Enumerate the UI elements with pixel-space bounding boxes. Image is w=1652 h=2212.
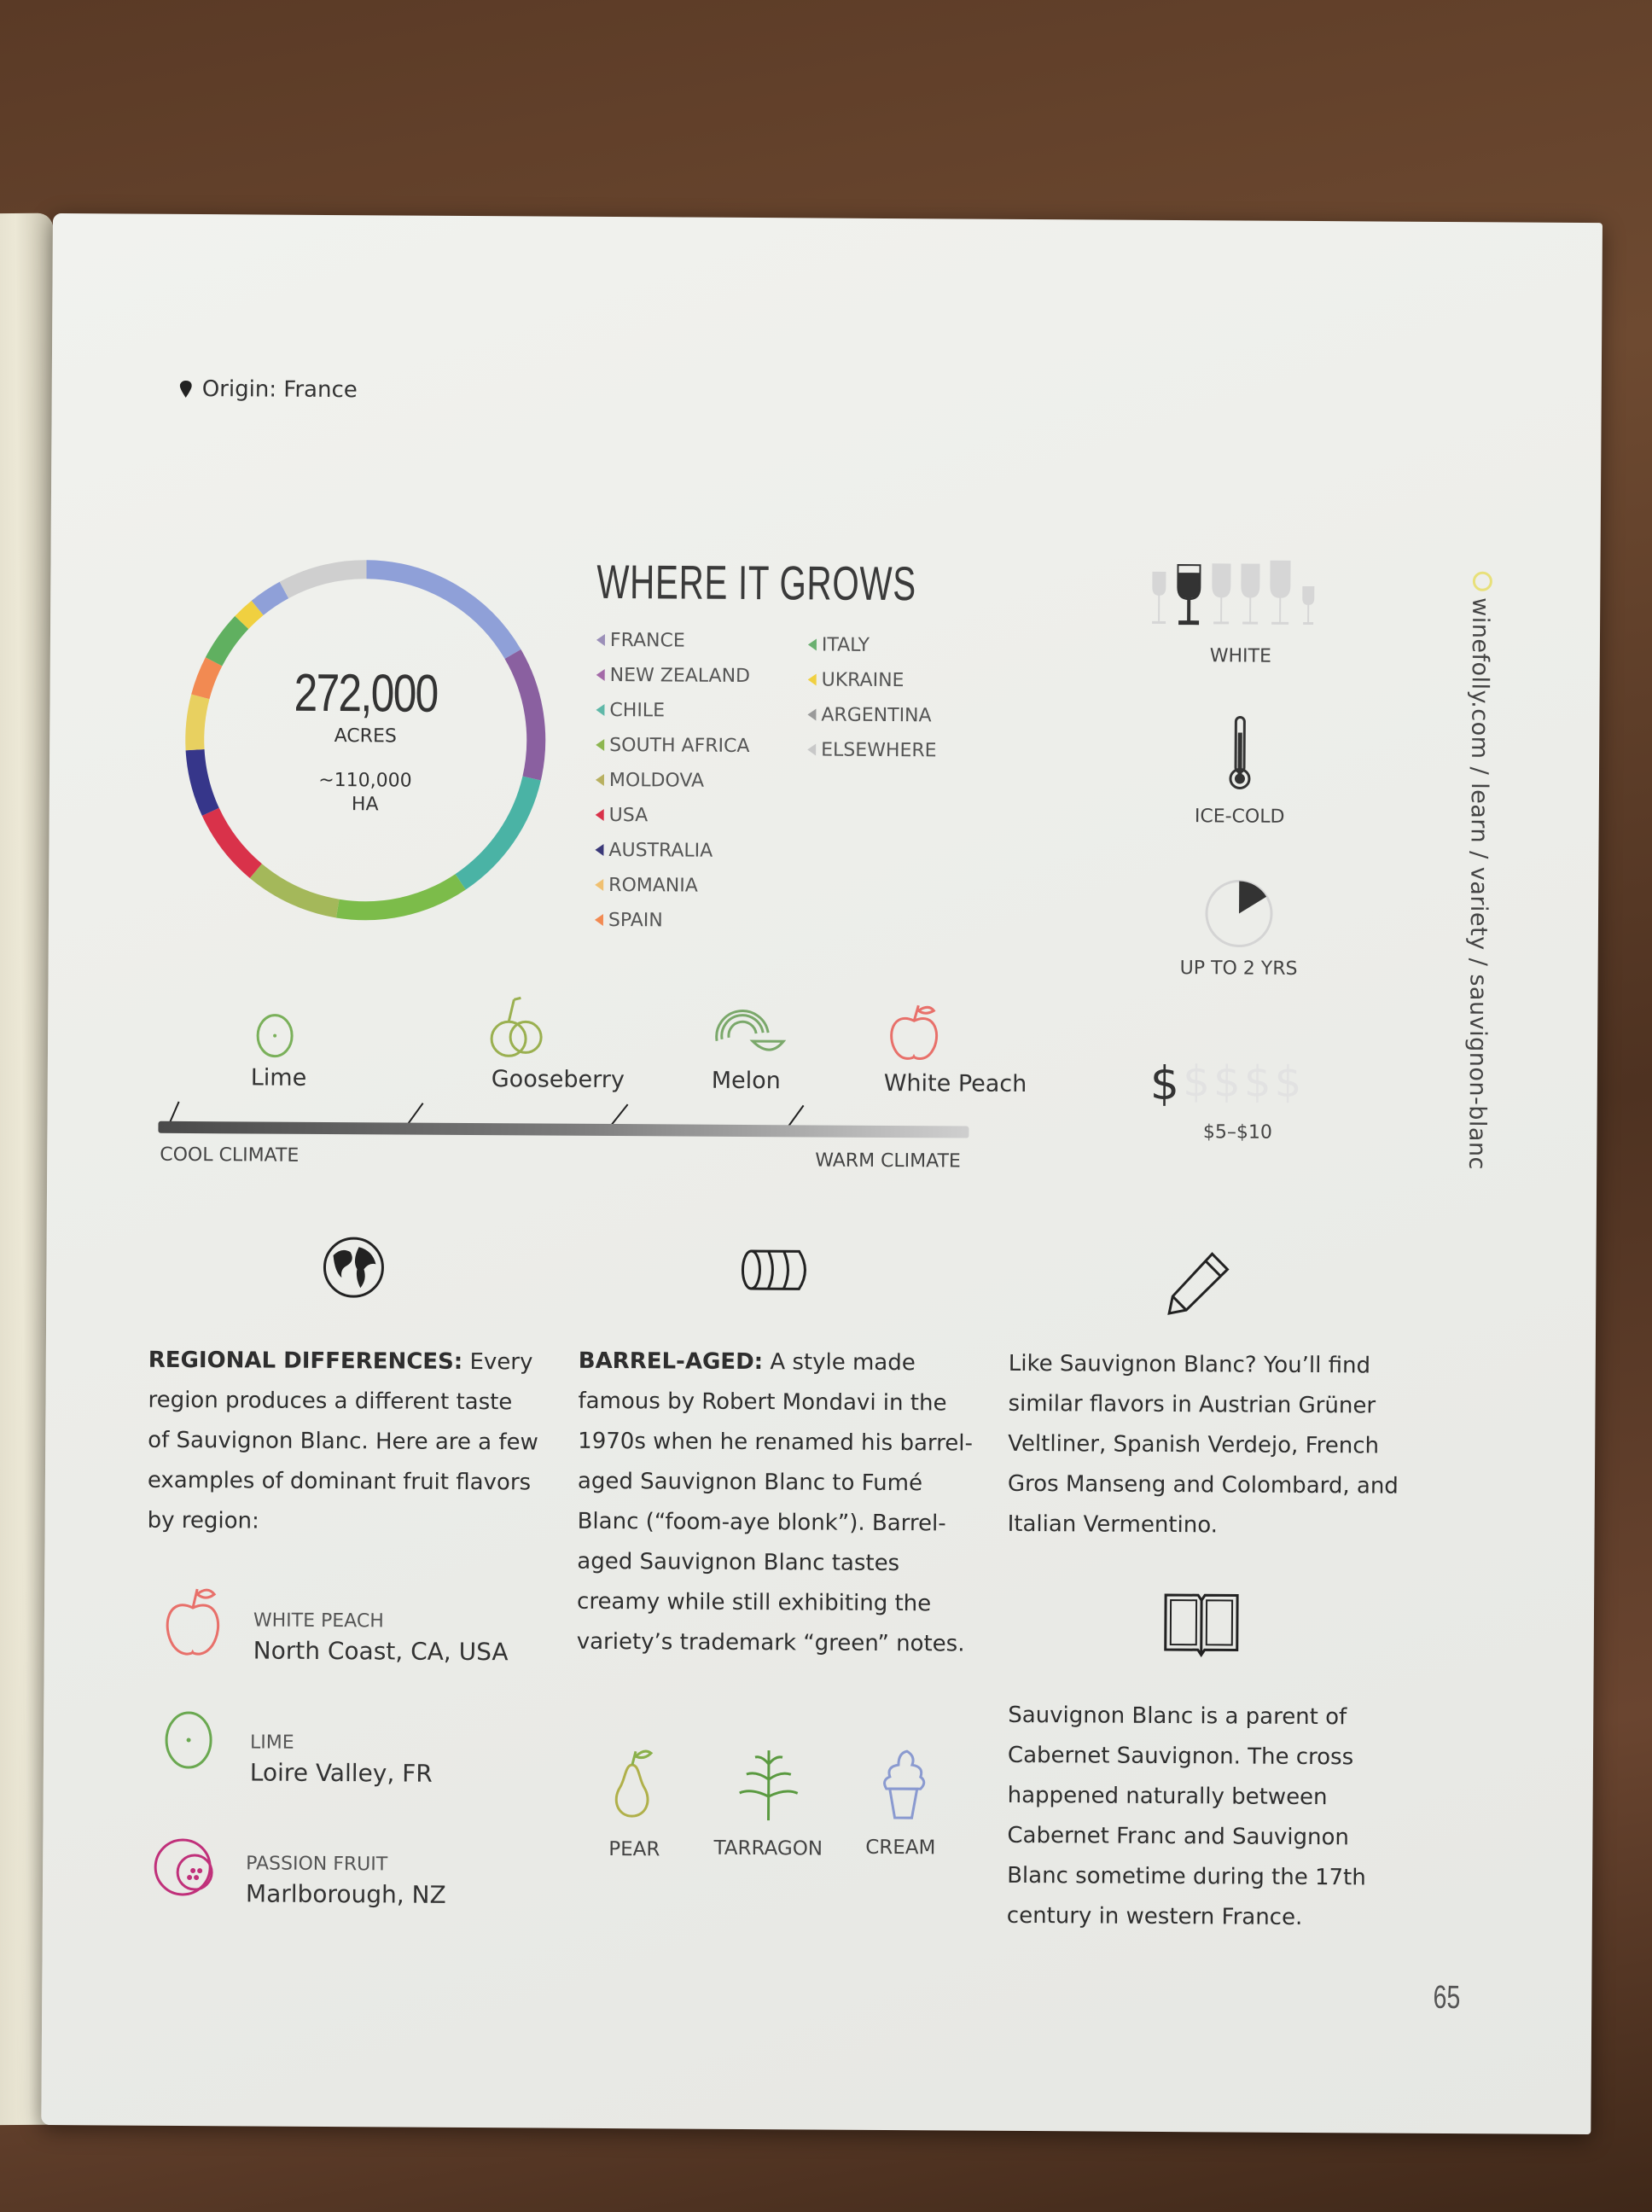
climate-fruit-melon: Melon: [711, 1067, 781, 1095]
country-marker-icon: [596, 704, 604, 716]
region-fruit-1: WHITE PEACH: [253, 1610, 384, 1633]
country-label: ROMANIA: [608, 874, 698, 897]
wine-glasses-icon: [1147, 553, 1335, 631]
regional-body: Every region produces a different taste of Sauvignon Blanc. Here are a few examples of dominant fruit flavors by region:: [147, 1348, 538, 1534]
globe-icon: [321, 1235, 386, 1300]
barrel-note-pear: PEAR: [608, 1838, 660, 1861]
hectares-value: ~110,000: [318, 769, 412, 792]
pencil-icon: [1164, 1249, 1232, 1317]
country-spain: [595, 908, 749, 933]
aging-label: UP TO 2 YRS: [1179, 958, 1298, 980]
price-dollar-empty: $: [1243, 1057, 1271, 1107]
similar-wines-text: Like Sauvignon Blanc? You’ll find similar flavors in Austrian Grüner Veltliner, Spanish Verdejo, French Gros Manseng and Colombard, and Italian Vermentino.: [1007, 1350, 1399, 1539]
glass-type-label: WHITE: [1209, 645, 1271, 667]
melon-icon: [710, 1007, 787, 1063]
country-label: MOLDOVA: [608, 769, 705, 792]
aging-clock-icon: [1203, 877, 1276, 950]
country-argentina: [807, 702, 937, 727]
where-it-grows-title: WHERE IT GROWS: [596, 554, 917, 611]
hectares-unit: HA: [351, 794, 379, 816]
country-label: NEW ZEALAND: [609, 664, 751, 687]
region-item-1: [253, 1610, 509, 1666]
origin-line: [180, 376, 358, 403]
price-range-label: $5–$10: [1202, 1121, 1273, 1144]
country-marker-icon: [595, 879, 603, 891]
regional-differences-text: [147, 1341, 540, 1544]
ice-cream-icon: [877, 1746, 929, 1823]
country-south-africa: [596, 733, 750, 758]
gooseberry-icon: [483, 994, 551, 1062]
country-marker-icon: [807, 743, 816, 755]
country-usa: [596, 803, 750, 828]
country-france: [596, 628, 751, 653]
region-item-2: [250, 1732, 433, 1787]
country-list-2: [807, 632, 937, 762]
page-number: 65: [1433, 1979, 1461, 2017]
climate-fruit-lime: Lime: [250, 1064, 307, 1091]
country-label: ITALY: [821, 634, 870, 656]
country-marker-icon: [596, 809, 604, 821]
barrel-body: A style made famous by Robert Mondavi in the 1970s when he renamed his barrel-aged Sauvignon Blanc to Fumé Blanc (“foom-aye blonk”). Barrel-aged Sauvignon Blanc tastes creamy while still exhibiting the variety’s trademark “green” notes.: [576, 1349, 974, 1657]
country-romania: [595, 873, 749, 898]
side-panel: [1101, 553, 1382, 1144]
pear-icon: [607, 1744, 659, 1821]
region-fruit-3: PASSION FRUIT: [246, 1853, 388, 1876]
acreage-value: 272,000: [294, 663, 438, 724]
country-label: SPAIN: [608, 909, 663, 931]
price-dollar-empty: $: [1274, 1057, 1302, 1107]
country-elsewhere: [807, 737, 937, 762]
price-dollar-filled: $: [1149, 1056, 1180, 1111]
barrel-aged-text: [577, 1342, 980, 1665]
country-marker-icon: [807, 708, 816, 720]
barrel-icon: [737, 1246, 816, 1295]
warm-climate-label: WARM CLIMATE: [815, 1150, 961, 1173]
donut-center: [168, 543, 563, 938]
peach-icon: [884, 1002, 944, 1063]
country-marker-icon: [595, 914, 603, 926]
regional-heading: REGIONAL DIFFERENCES:: [148, 1347, 463, 1375]
lime-region-icon: [161, 1708, 216, 1773]
region-place-2: Loire Valley, FR: [249, 1758, 433, 1788]
country-label: CHILE: [609, 699, 666, 721]
country-marker-icon: [808, 673, 817, 685]
tarragon-icon: [735, 1745, 804, 1822]
country-label: USA: [608, 804, 649, 826]
barrel-note-tarragon: TARRAGON: [713, 1837, 823, 1860]
country-label: FRANCE: [609, 629, 685, 652]
temperature-label: ICE-COLD: [1194, 806, 1285, 828]
country-marker-icon: [596, 669, 605, 681]
thermometer-icon: [1227, 715, 1254, 792]
country-marker-icon: [596, 739, 604, 751]
url-vertical: winefolly.com / learn / variety / sauvignon-blanc: [1463, 597, 1494, 1170]
country-chile: [596, 698, 750, 723]
country-italy: [808, 632, 938, 657]
book-icon: [1160, 1590, 1242, 1659]
country-marker-icon: [595, 844, 603, 856]
map-pin-icon: [180, 381, 192, 398]
region-place-3: Marlborough, NZ: [245, 1879, 446, 1909]
acreage-unit: ACRES: [334, 725, 397, 748]
region-place-1: North Coast, CA, USA: [253, 1636, 509, 1667]
country-marker-icon: [808, 638, 817, 650]
winefolly-logo-icon: [1471, 570, 1493, 592]
cool-climate-label: COOL CLIMATE: [160, 1144, 300, 1167]
country-australia: [595, 838, 749, 863]
origin-label: Origin: France: [201, 376, 358, 404]
climate-fruit-gooseberry: Gooseberry: [491, 1066, 625, 1094]
lime-icon: [253, 1008, 297, 1059]
region-fruit-2: LIME: [249, 1732, 294, 1754]
climate-fruit-white-peach: White Peach: [883, 1069, 1027, 1097]
book-page: [41, 213, 1603, 2134]
country-label: ARGENTINA: [821, 704, 932, 726]
region-item-3: [246, 1853, 446, 1908]
country-label: UKRAINE: [821, 669, 905, 691]
white-peach-icon: [160, 1584, 227, 1661]
hectares: [318, 769, 412, 818]
passion-fruit-icon: [152, 1831, 224, 1904]
price-dollar-empty: $: [1213, 1057, 1241, 1107]
price-dollars: [1150, 1057, 1302, 1111]
parent-grape-text: Sauvignon Blanc is a parent of Cabernet Sauvignon. The cross happened naturally between Cabernet Franc and Sauvignon Blanc sometime during the 17th century in western France.: [1006, 1702, 1366, 1930]
country-marker-icon: [596, 774, 604, 786]
barrel-note-cream: CREAM: [865, 1836, 936, 1860]
price-dollar-empty: $: [1182, 1057, 1211, 1107]
country-moldova: [596, 768, 750, 793]
country-ukraine: [808, 667, 938, 692]
country-marker-icon: [596, 634, 605, 646]
country-new-zealand: [596, 663, 751, 688]
country-list-1: [595, 628, 751, 933]
country-label: ELSEWHERE: [821, 739, 937, 761]
barrel-heading: BARREL-AGED:: [578, 1348, 764, 1376]
country-label: SOUTH AFRICA: [609, 734, 750, 757]
country-label: AUSTRALIA: [608, 839, 713, 862]
